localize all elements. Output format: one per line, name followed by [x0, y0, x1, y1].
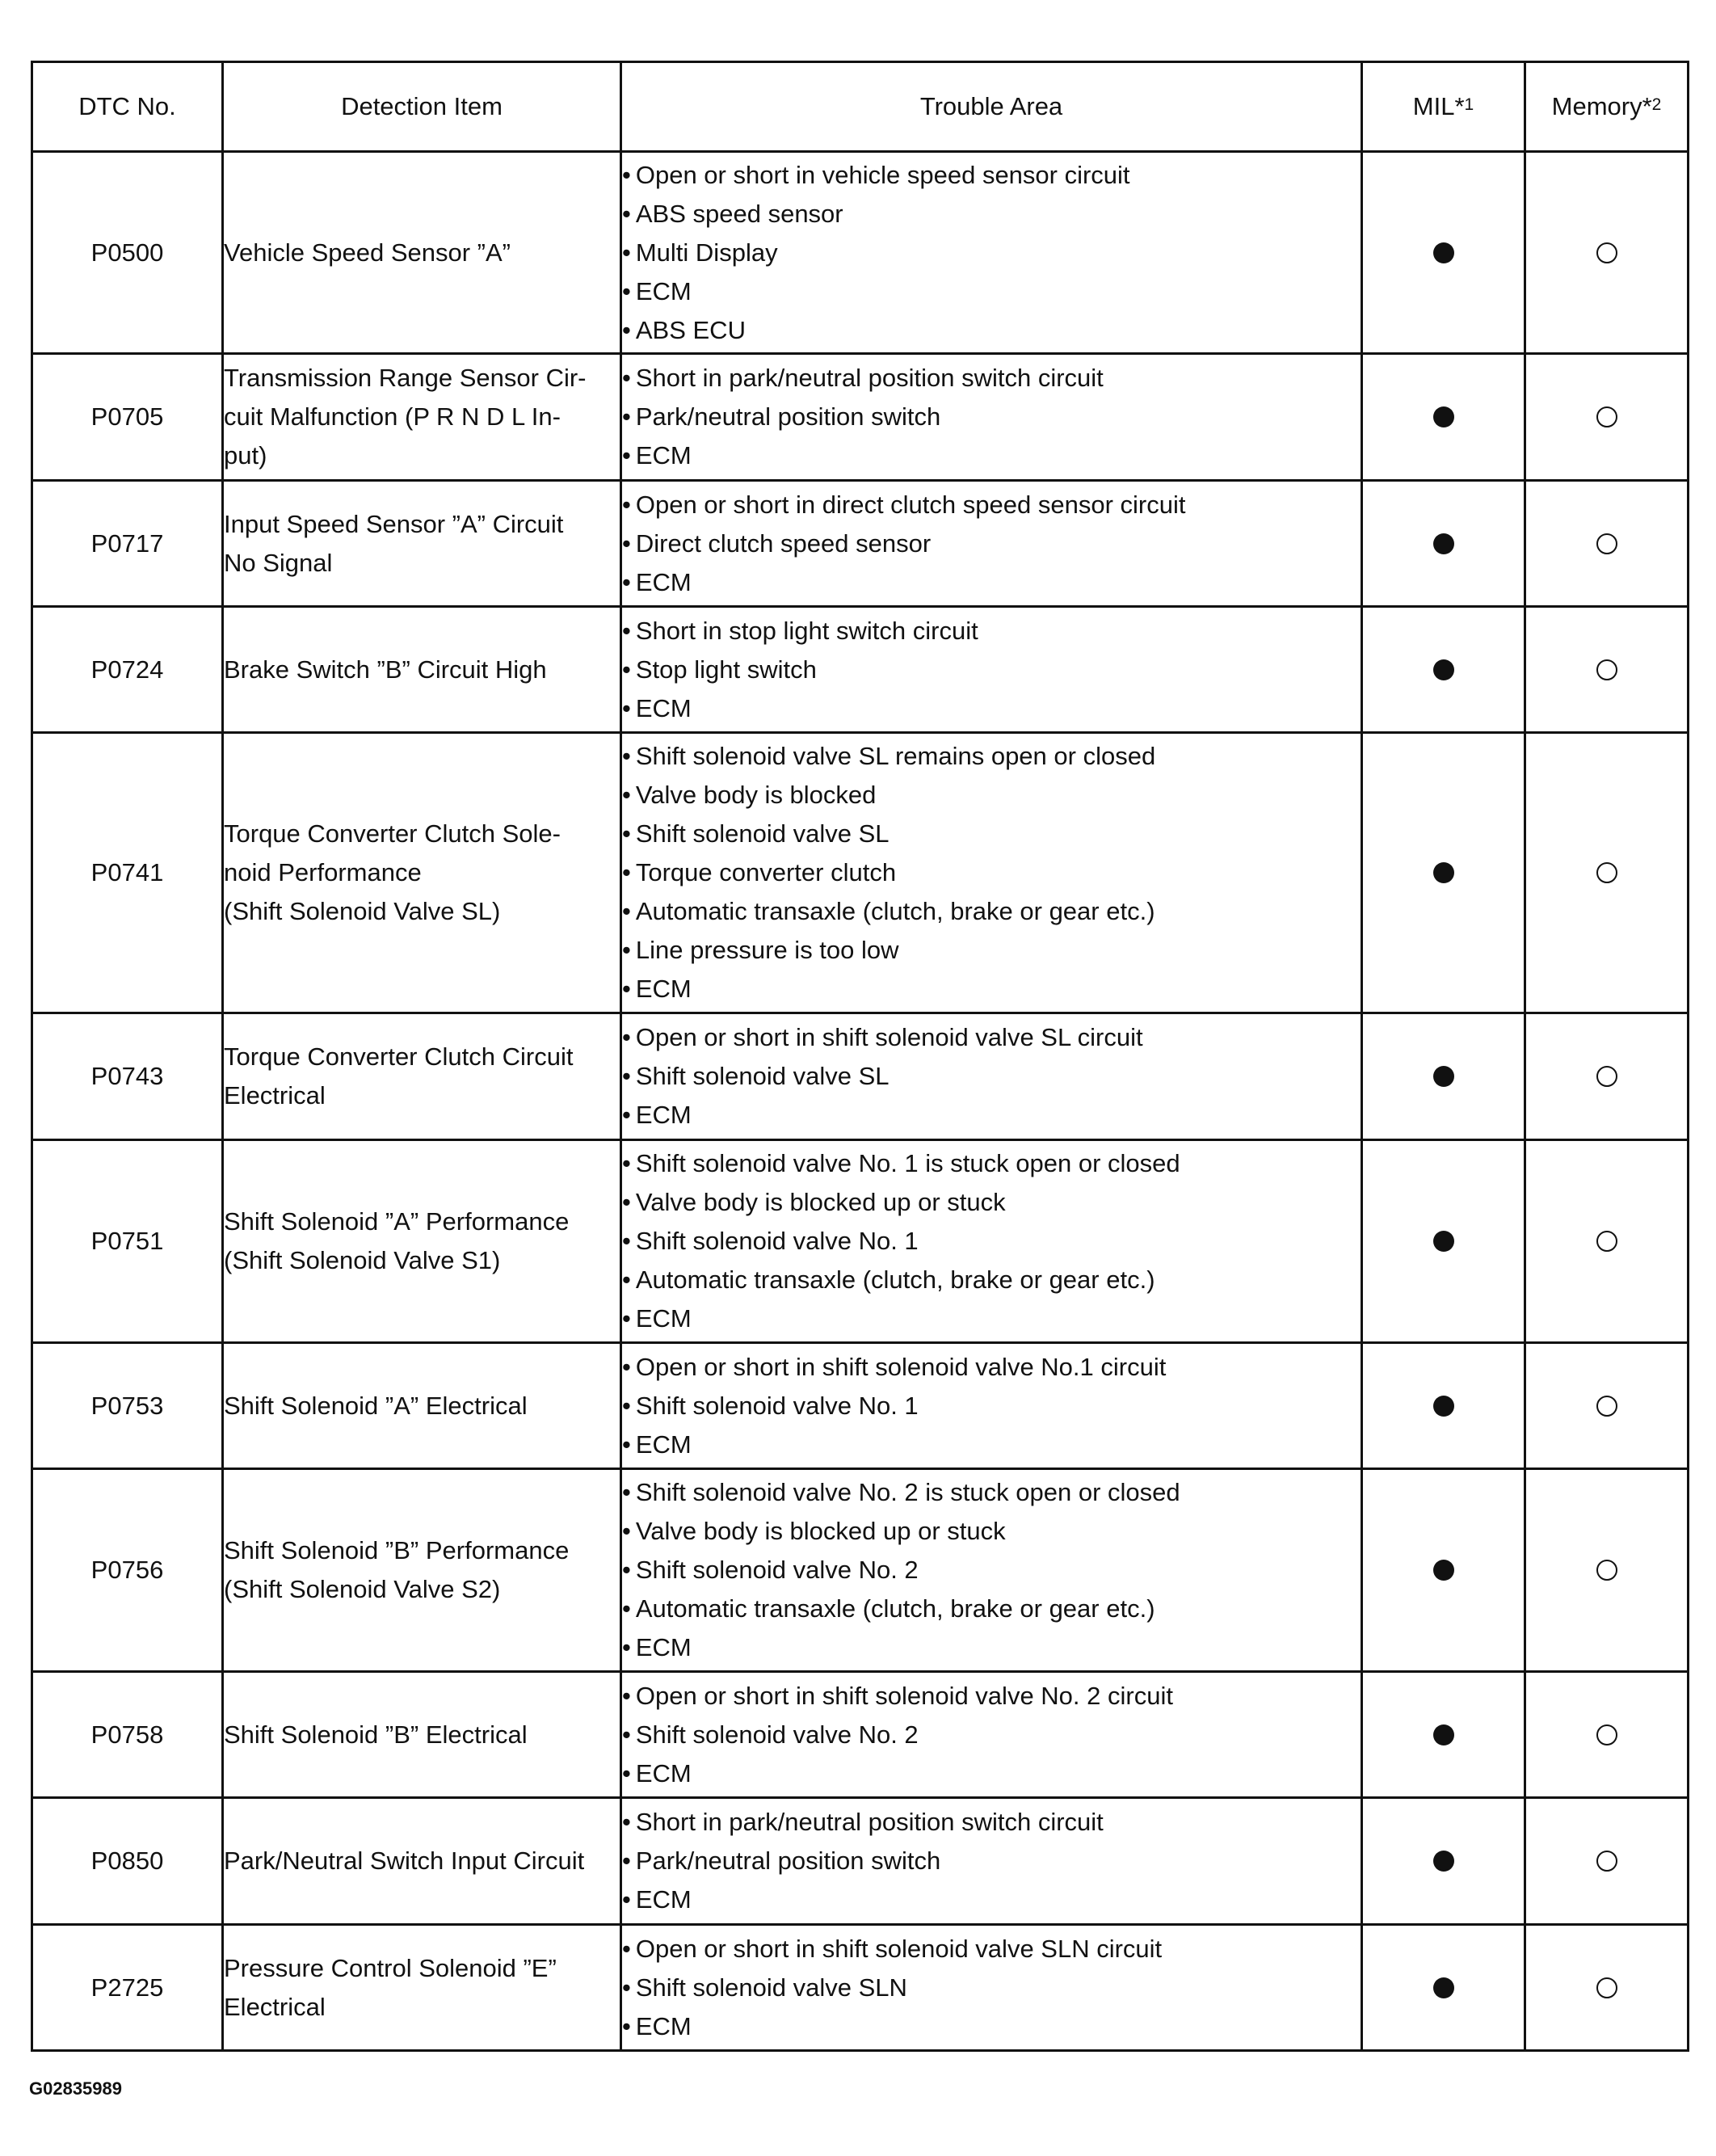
open-circle-icon	[1596, 242, 1617, 263]
table-row	[32, 733, 1689, 1013]
detection-item-line: Shift Solenoid ”A” Performance	[224, 1207, 570, 1236]
detection-item-line: Shift Solenoid ”B” Electrical	[224, 1720, 528, 1749]
detection-item-line: put)	[224, 441, 267, 470]
memory-cell	[1525, 481, 1689, 607]
detection-item-line: Pressure Control Solenoid ”E”	[224, 1953, 557, 1982]
memory-cell	[1525, 152, 1689, 354]
open-circle-icon	[1596, 1231, 1617, 1252]
trouble-area-item: • Open or short in shift solenoid valve No. 2 circuit	[622, 1677, 1361, 1716]
header-row	[32, 62, 1689, 152]
trouble-area-item: • Line pressure is too low	[622, 931, 1361, 970]
open-circle-icon	[1596, 862, 1617, 883]
trouble-area-item: • ABS ECU	[622, 311, 1361, 350]
filled-circle-icon	[1433, 1066, 1454, 1087]
detection-item	[223, 607, 621, 733]
detection-item-line: noid Performance	[224, 858, 422, 886]
memory-cell	[1525, 1672, 1689, 1798]
memory-cell	[1525, 1343, 1689, 1469]
dtc-code: P0756	[32, 1469, 223, 1672]
figure-id: G02835989	[29, 2078, 122, 2099]
memory-cell	[1525, 607, 1689, 733]
detection-item-line: No Signal	[224, 548, 333, 577]
mil-footnote-mark: 1	[1464, 95, 1474, 114]
detection-item-line: Shift Solenoid ”B” Performance	[224, 1536, 570, 1564]
filled-circle-icon	[1433, 1560, 1454, 1581]
table-body	[32, 152, 1689, 2051]
trouble-area-item: • Short in stop light switch circuit	[622, 612, 1361, 651]
trouble-area	[621, 607, 1362, 733]
trouble-area-item: • Shift solenoid valve No. 2 is stuck open or closed	[622, 1473, 1361, 1512]
trouble-area-item: • ECM	[622, 1880, 1361, 1919]
trouble-area-item: • Open or short in shift solenoid valve No.1 circuit	[622, 1348, 1361, 1387]
header-detection-item: Detection Item	[223, 62, 621, 152]
trouble-area-item: • Direct clutch speed sensor	[622, 524, 1361, 563]
detection-item-line: Input Speed Sensor ”A” Circuit	[224, 509, 564, 538]
trouble-area-item: • Short in park/neutral position switch circuit	[622, 359, 1361, 398]
table-row	[32, 354, 1689, 481]
trouble-area-item: • Stop light switch	[622, 651, 1361, 689]
trouble-area-item: • Shift solenoid valve SL	[622, 1057, 1361, 1096]
open-circle-icon	[1596, 1396, 1617, 1417]
open-circle-icon	[1596, 1560, 1617, 1581]
detection-item	[223, 1469, 621, 1672]
detection-item	[223, 1798, 621, 1925]
trouble-area-item: • Shift solenoid valve No. 2	[622, 1716, 1361, 1754]
memory-cell	[1525, 1140, 1689, 1343]
trouble-area-item: • Shift solenoid valve No. 1 is stuck open or closed	[622, 1144, 1361, 1183]
trouble-area	[621, 152, 1362, 354]
trouble-area-item: • Valve body is blocked up or stuck	[622, 1512, 1361, 1551]
detection-item	[223, 1013, 621, 1140]
mil-cell	[1362, 1140, 1525, 1343]
memory-cell	[1525, 1925, 1689, 2051]
trouble-area-item: • Automatic transaxle (clutch, brake or gear etc.)	[622, 1261, 1361, 1299]
open-circle-icon	[1596, 659, 1617, 680]
trouble-area-item: • ECM	[622, 272, 1361, 311]
open-circle-icon	[1596, 1851, 1617, 1872]
dtc-code: P0717	[32, 481, 223, 607]
trouble-area	[621, 733, 1362, 1013]
detection-item-line: Electrical	[224, 1081, 326, 1110]
filled-circle-icon	[1433, 533, 1454, 554]
trouble-area-item: • ECM	[622, 563, 1361, 602]
detection-item-line: Brake Switch ”B” Circuit High	[224, 655, 547, 684]
dtc-code: P0743	[32, 1013, 223, 1140]
filled-circle-icon	[1433, 659, 1454, 680]
dtc-code: P0705	[32, 354, 223, 481]
trouble-area-item: • ECM	[622, 1628, 1361, 1667]
header-dtc-no: DTC No.	[32, 62, 223, 152]
mil-cell	[1362, 1925, 1525, 2051]
detection-item	[223, 1925, 621, 2051]
trouble-area	[621, 481, 1362, 607]
detection-item-line: (Shift Solenoid Valve S1)	[224, 1246, 501, 1274]
open-circle-icon	[1596, 533, 1617, 554]
dtc-code: P0724	[32, 607, 223, 733]
filled-circle-icon	[1433, 242, 1454, 263]
trouble-area	[621, 1672, 1362, 1798]
mil-cell	[1362, 354, 1525, 481]
dtc-code: P0758	[32, 1672, 223, 1798]
open-circle-icon	[1596, 1977, 1617, 1998]
table-row	[32, 1013, 1689, 1140]
trouble-area-item: • Open or short in shift solenoid valve SLN circuit	[622, 1930, 1361, 1969]
memory-cell	[1525, 354, 1689, 481]
trouble-area-item: • Valve body is blocked up or stuck	[622, 1183, 1361, 1222]
filled-circle-icon	[1433, 406, 1454, 427]
dtc-code: P0753	[32, 1343, 223, 1469]
trouble-area-item: • ECM	[622, 1425, 1361, 1464]
trouble-area	[621, 1343, 1362, 1469]
memory-cell	[1525, 1013, 1689, 1140]
trouble-area-item: • Open or short in shift solenoid valve SL circuit	[622, 1018, 1361, 1057]
trouble-area-item: • Automatic transaxle (clutch, brake or gear etc.)	[622, 1590, 1361, 1628]
trouble-area-item: • Shift solenoid valve No. 1	[622, 1222, 1361, 1261]
detection-item-line: Torque Converter Clutch Circuit	[224, 1042, 574, 1071]
dtc-code: P0850	[32, 1798, 223, 1925]
table-row	[32, 1140, 1689, 1343]
table-row	[32, 481, 1689, 607]
mil-cell	[1362, 1343, 1525, 1469]
trouble-area-item: • Shift solenoid valve SLN	[622, 1969, 1361, 2007]
trouble-area-item: • Automatic transaxle (clutch, brake or gear etc.)	[622, 892, 1361, 931]
filled-circle-icon	[1433, 1396, 1454, 1417]
detection-item-line: Vehicle Speed Sensor ”A”	[224, 238, 511, 267]
trouble-area-item: • ECM	[622, 689, 1361, 728]
table-row	[32, 1798, 1689, 1925]
trouble-area	[621, 1013, 1362, 1140]
detection-item-line: (Shift Solenoid Valve S2)	[224, 1575, 501, 1603]
open-circle-icon	[1596, 406, 1617, 427]
dtc-code: P2725	[32, 1925, 223, 2051]
header-mil: MIL*$^1$	[1362, 62, 1525, 152]
trouble-area-item: • Shift solenoid valve No. 1	[622, 1387, 1361, 1425]
memory-cell	[1525, 1469, 1689, 1672]
detection-item-line: Torque Converter Clutch Sole-	[224, 819, 561, 848]
trouble-area-item: • ECM	[622, 2007, 1361, 2046]
detection-item	[223, 152, 621, 354]
mil-cell	[1362, 152, 1525, 354]
mil-cell	[1362, 733, 1525, 1013]
table-row	[32, 1925, 1689, 2051]
detection-item-line: Shift Solenoid ”A” Electrical	[224, 1391, 528, 1420]
memory-cell	[1525, 1798, 1689, 1925]
mil-cell	[1362, 481, 1525, 607]
trouble-area-item: • Shift solenoid valve SL	[622, 815, 1361, 853]
trouble-area	[621, 1140, 1362, 1343]
dtc-code: P0751	[32, 1140, 223, 1343]
trouble-area-item: • ECM	[622, 1299, 1361, 1338]
open-circle-icon	[1596, 1066, 1617, 1087]
memory-cell	[1525, 733, 1689, 1013]
trouble-area-item: • Open or short in direct clutch speed sensor circuit	[622, 486, 1361, 524]
filled-circle-icon	[1433, 862, 1454, 883]
mil-cell	[1362, 1469, 1525, 1672]
header-memory: Memory*$^2$	[1525, 62, 1689, 152]
trouble-area-item: • Park/neutral position switch	[622, 398, 1361, 436]
header-trouble-area: Trouble Area	[621, 62, 1362, 152]
mil-cell	[1362, 607, 1525, 733]
dtc-code: P0500	[32, 152, 223, 354]
table-row	[32, 1469, 1689, 1672]
trouble-area-item: • ECM	[622, 970, 1361, 1009]
trouble-area	[621, 1925, 1362, 2051]
table-row	[32, 607, 1689, 733]
mil-cell	[1362, 1013, 1525, 1140]
table-row	[32, 152, 1689, 354]
trouble-area	[621, 1469, 1362, 1672]
memory-footnote-mark: 2	[1651, 95, 1662, 114]
detection-item-line: Park/Neutral Switch Input Circuit	[224, 1846, 585, 1875]
detection-item	[223, 354, 621, 481]
trouble-area-item: • ABS speed sensor	[622, 195, 1361, 234]
trouble-area-item: • ECM	[622, 1754, 1361, 1793]
mil-cell	[1362, 1798, 1525, 1925]
detection-item-line: Electrical	[224, 1992, 326, 2021]
detection-item	[223, 1140, 621, 1343]
filled-circle-icon	[1433, 1724, 1454, 1745]
detection-item-line: cuit Malfunction (P R N D L In-	[224, 402, 561, 431]
detection-item	[223, 1672, 621, 1798]
trouble-area-item: • Shift solenoid valve SL remains open or closed	[622, 737, 1361, 776]
filled-circle-icon	[1433, 1231, 1454, 1252]
trouble-area-item: • Multi Display	[622, 234, 1361, 272]
trouble-area-item: • Torque converter clutch	[622, 853, 1361, 892]
detection-item-line: Transmission Range Sensor Cir-	[224, 364, 587, 392]
trouble-area	[621, 1798, 1362, 1925]
trouble-area-item: • ECM	[622, 436, 1361, 475]
table-row	[32, 1672, 1689, 1798]
dtc-table	[31, 61, 1689, 2052]
filled-circle-icon	[1433, 1977, 1454, 1998]
detection-item	[223, 1343, 621, 1469]
mil-cell	[1362, 1672, 1525, 1798]
trouble-area-item: • Shift solenoid valve No. 2	[622, 1551, 1361, 1590]
detection-item	[223, 733, 621, 1013]
trouble-area-item: • Short in park/neutral position switch circuit	[622, 1803, 1361, 1842]
filled-circle-icon	[1433, 1851, 1454, 1872]
trouble-area-item: • ECM	[622, 1096, 1361, 1135]
detection-item	[223, 481, 621, 607]
trouble-area-item: • Valve body is blocked	[622, 776, 1361, 815]
detection-item-line: (Shift Solenoid Valve SL)	[224, 897, 501, 925]
trouble-area	[621, 354, 1362, 481]
trouble-area-item: • Open or short in vehicle speed sensor circuit	[622, 156, 1361, 195]
table-row	[32, 1343, 1689, 1469]
dtc-code: P0741	[32, 733, 223, 1013]
open-circle-icon	[1596, 1724, 1617, 1745]
trouble-area-item: • Park/neutral position switch	[622, 1842, 1361, 1880]
